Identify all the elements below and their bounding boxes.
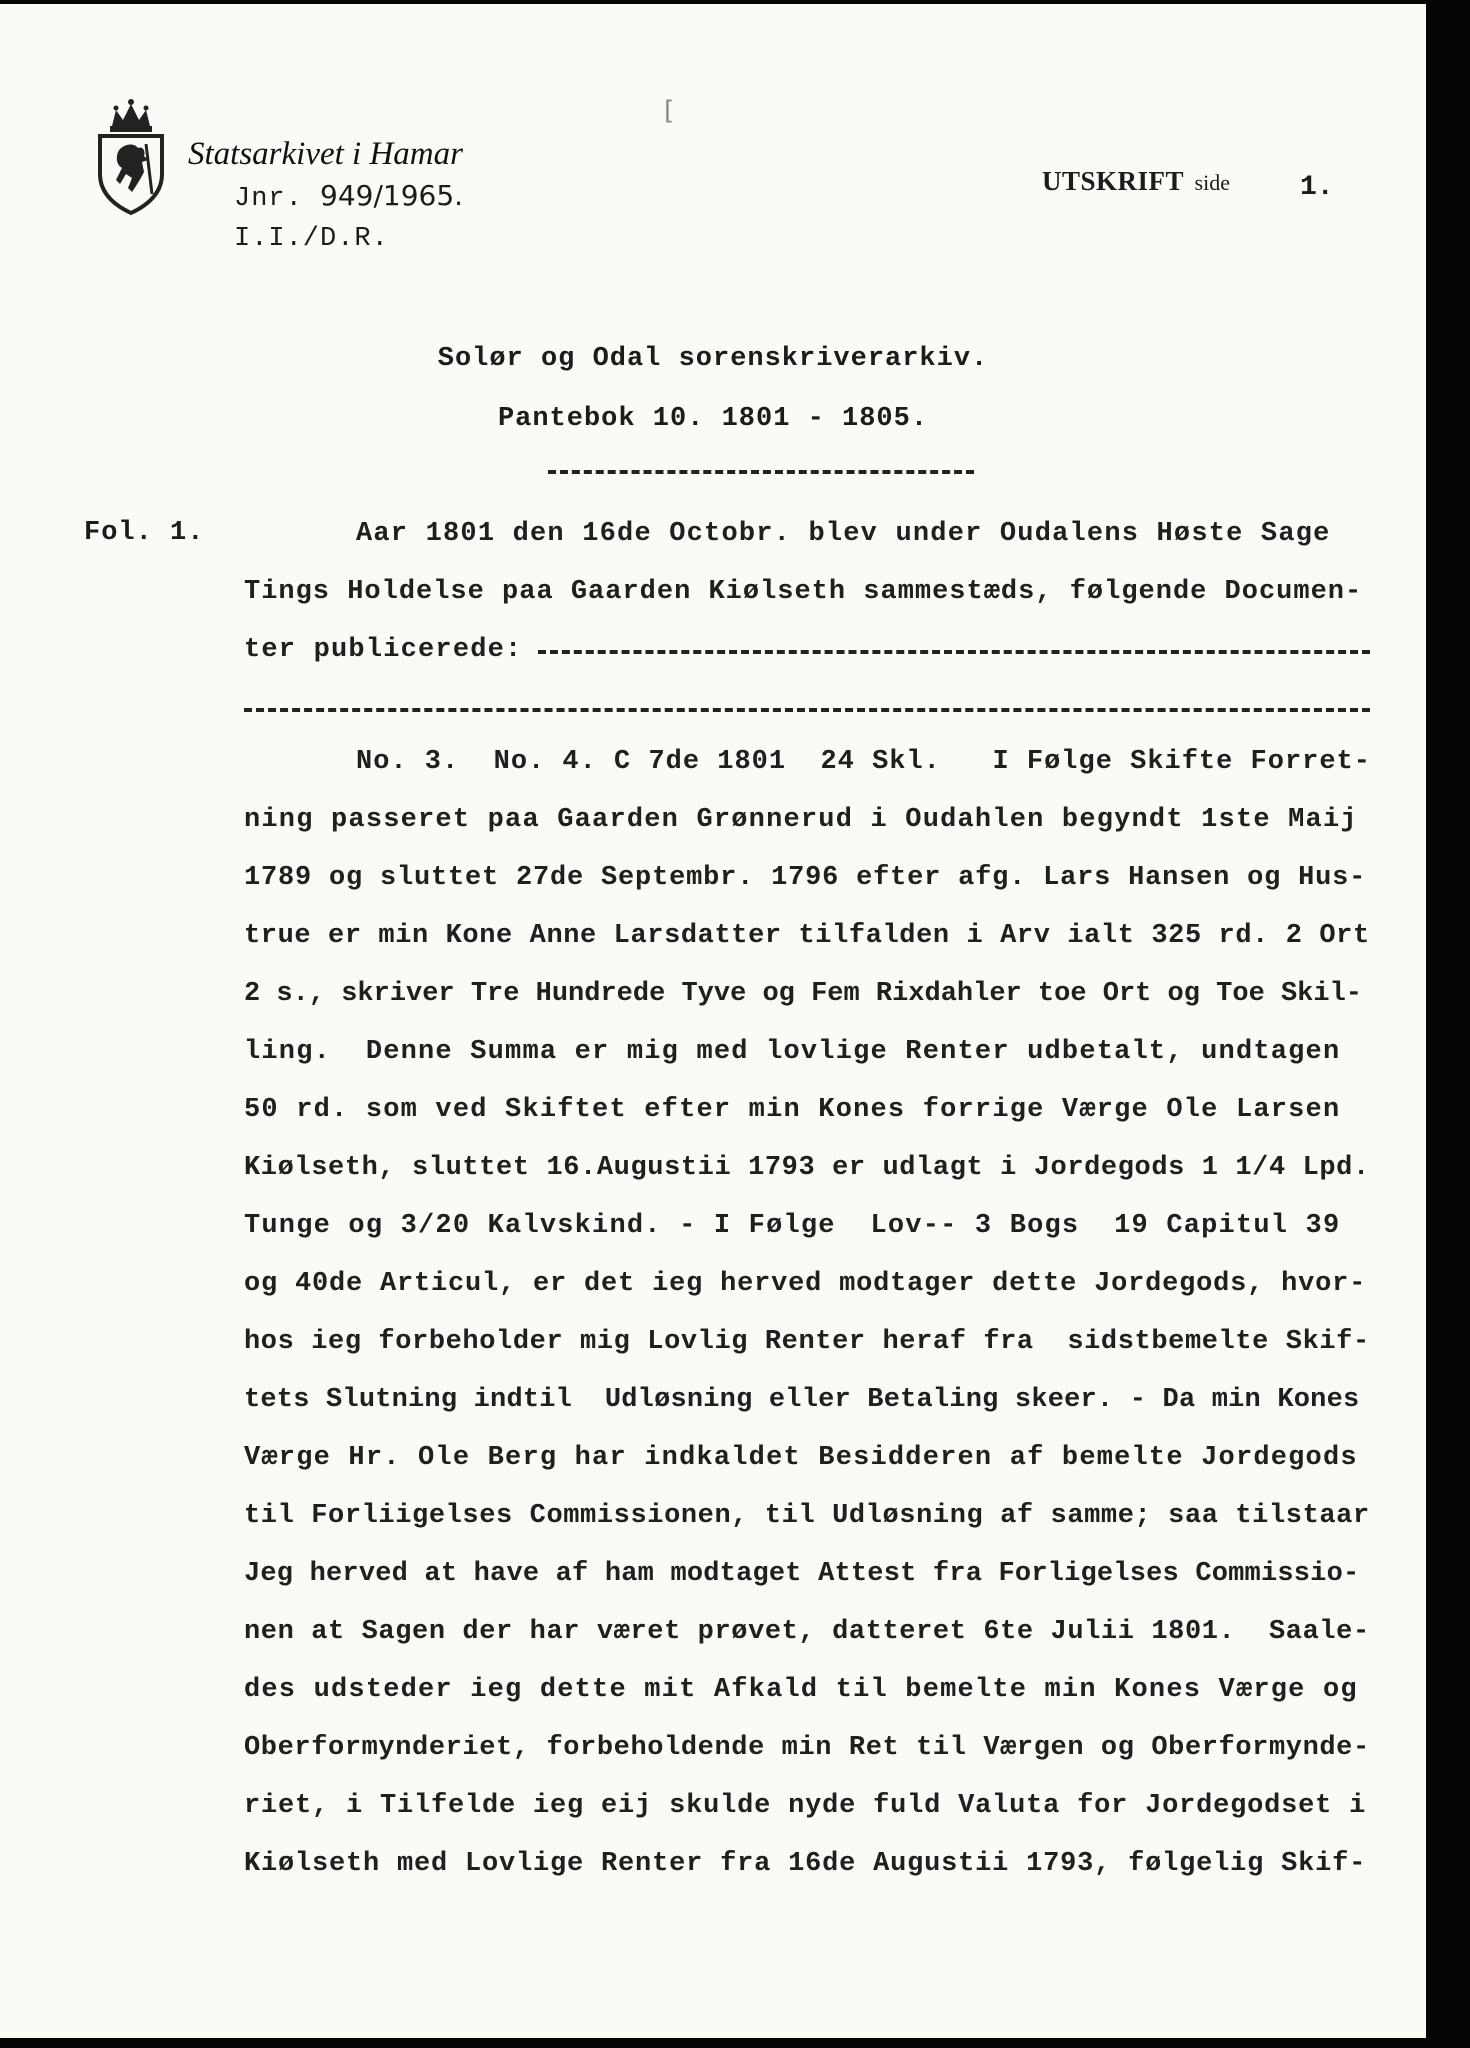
text-line: riet, i Tilfelde ieg eij skulde nyde fuld Valuta for Jordegodset i <box>244 1791 1367 1821</box>
scan-border-right <box>1426 0 1470 2048</box>
text-line: 2 s., skriver Tre Hundrede Tyve og Fem Rixdahler toe Ort og Toe Skil- <box>244 979 1362 1009</box>
journal-prefix: Jnr. <box>234 184 303 214</box>
journal-ref: I.I./D.R. <box>234 224 389 254</box>
utskrift-label: UTSKRIFT <box>1042 166 1185 196</box>
text-line: hos ieg forbeholder mig Lovlig Renter heraf fra sidstbemelte Skif- <box>244 1327 1370 1357</box>
archive-name: Statsarkivet i Hamar <box>188 136 463 172</box>
text-line: ling. Denne Summa er mig med lovlige Renter udbetalt, undtagen <box>244 1037 1341 1067</box>
scan-border-bottom <box>0 2038 1470 2048</box>
text-line: Kiølseth, sluttet 16.Augustii 1793 er udlagt i Jordegods 1 1/4 Lpd. <box>244 1153 1370 1183</box>
document-title: Solør og Odal sorenskriverarkiv. <box>437 344 989 374</box>
text-line: Værge Hr. Ole Berg har indkaldet Besidderen af bemelte Jordegods <box>244 1443 1358 1473</box>
text-line: 1789 og sluttet 27de Septembr. 1796 efter afg. Lars Hansen og Hus- <box>244 863 1367 893</box>
scan-border-top <box>0 0 1470 4</box>
page-number: 1. <box>1300 172 1334 203</box>
text-line: No. 3. No. 4. C 7de 1801 24 Skl. I Følge Skifte Forret- <box>356 747 1371 777</box>
norwegian-coat-of-arms-icon <box>92 96 170 216</box>
text-line: nen at Sagen der har været prøvet, datteret 6te Julii 1801. Saale- <box>244 1617 1370 1647</box>
text-line: Jeg herved at have af ham modtaget Attest fra Forligelses Commissio- <box>244 1559 1360 1589</box>
text-line: Tunge og 3/20 Kalvskind. - I Følge Lov-- 3 Bogs 19 Capitul 39 <box>244 1211 1341 1241</box>
text-line: ning passeret paa Gaarden Grønnerud i Oudahlen begyndt 1ste Maij <box>244 805 1358 835</box>
side-label: side <box>1194 170 1230 195</box>
utskrift-label-group <box>1042 166 1230 197</box>
journal-number-line <box>234 176 463 219</box>
title-divider <box>548 470 974 474</box>
text-line: 50 rd. som ved Skiftet efter min Kones forrige Værge Ole Larsen <box>244 1095 1341 1125</box>
text-line: Aar 1801 den 16de Octobr. blev under Oudalens Høste Sage <box>356 519 1331 549</box>
document-subtitle: Pantebok 10. 1801 - 1805. <box>497 404 929 434</box>
fill-dash-line <box>244 708 1370 712</box>
text-line: tets Slutning indtil Udløsning eller Betaling skeer. - Da min Kones <box>244 1385 1360 1415</box>
fill-dash-line <box>538 650 1370 654</box>
margin-mark: [ <box>664 96 675 126</box>
text-line: Tings Holdelse paa Gaarden Kiølseth sammestæds, følgende Documen- <box>244 577 1363 607</box>
journal-number: 949/1965. <box>320 179 464 212</box>
text-line: des udsteder ieg dette mit Afkald til bemelte min Kones Værge og <box>244 1675 1358 1705</box>
text-line: og 40de Articul, er det ieg herved modtager dette Jordegods, hvor- <box>244 1269 1367 1299</box>
journal-reference <box>234 176 463 259</box>
text-line: Oberformynderiet, forbeholdende min Ret til Værgen og Oberformynde- <box>244 1733 1370 1763</box>
text-line: Kiølseth med Lovlige Renter fra 16de Augustii 1793, følgelig Skif- <box>244 1849 1367 1879</box>
folio-label: Fol. 1. <box>84 518 205 548</box>
text-line: true er min Kone Anne Larsdatter tilfalden i Arv ialt 325 rd. 2 Ort <box>244 921 1370 951</box>
text-line: ter publicerede: <box>244 635 523 665</box>
text-line: til Forliigelses Commissionen, til Udløsning af samme; saa tilstaar <box>244 1501 1370 1531</box>
